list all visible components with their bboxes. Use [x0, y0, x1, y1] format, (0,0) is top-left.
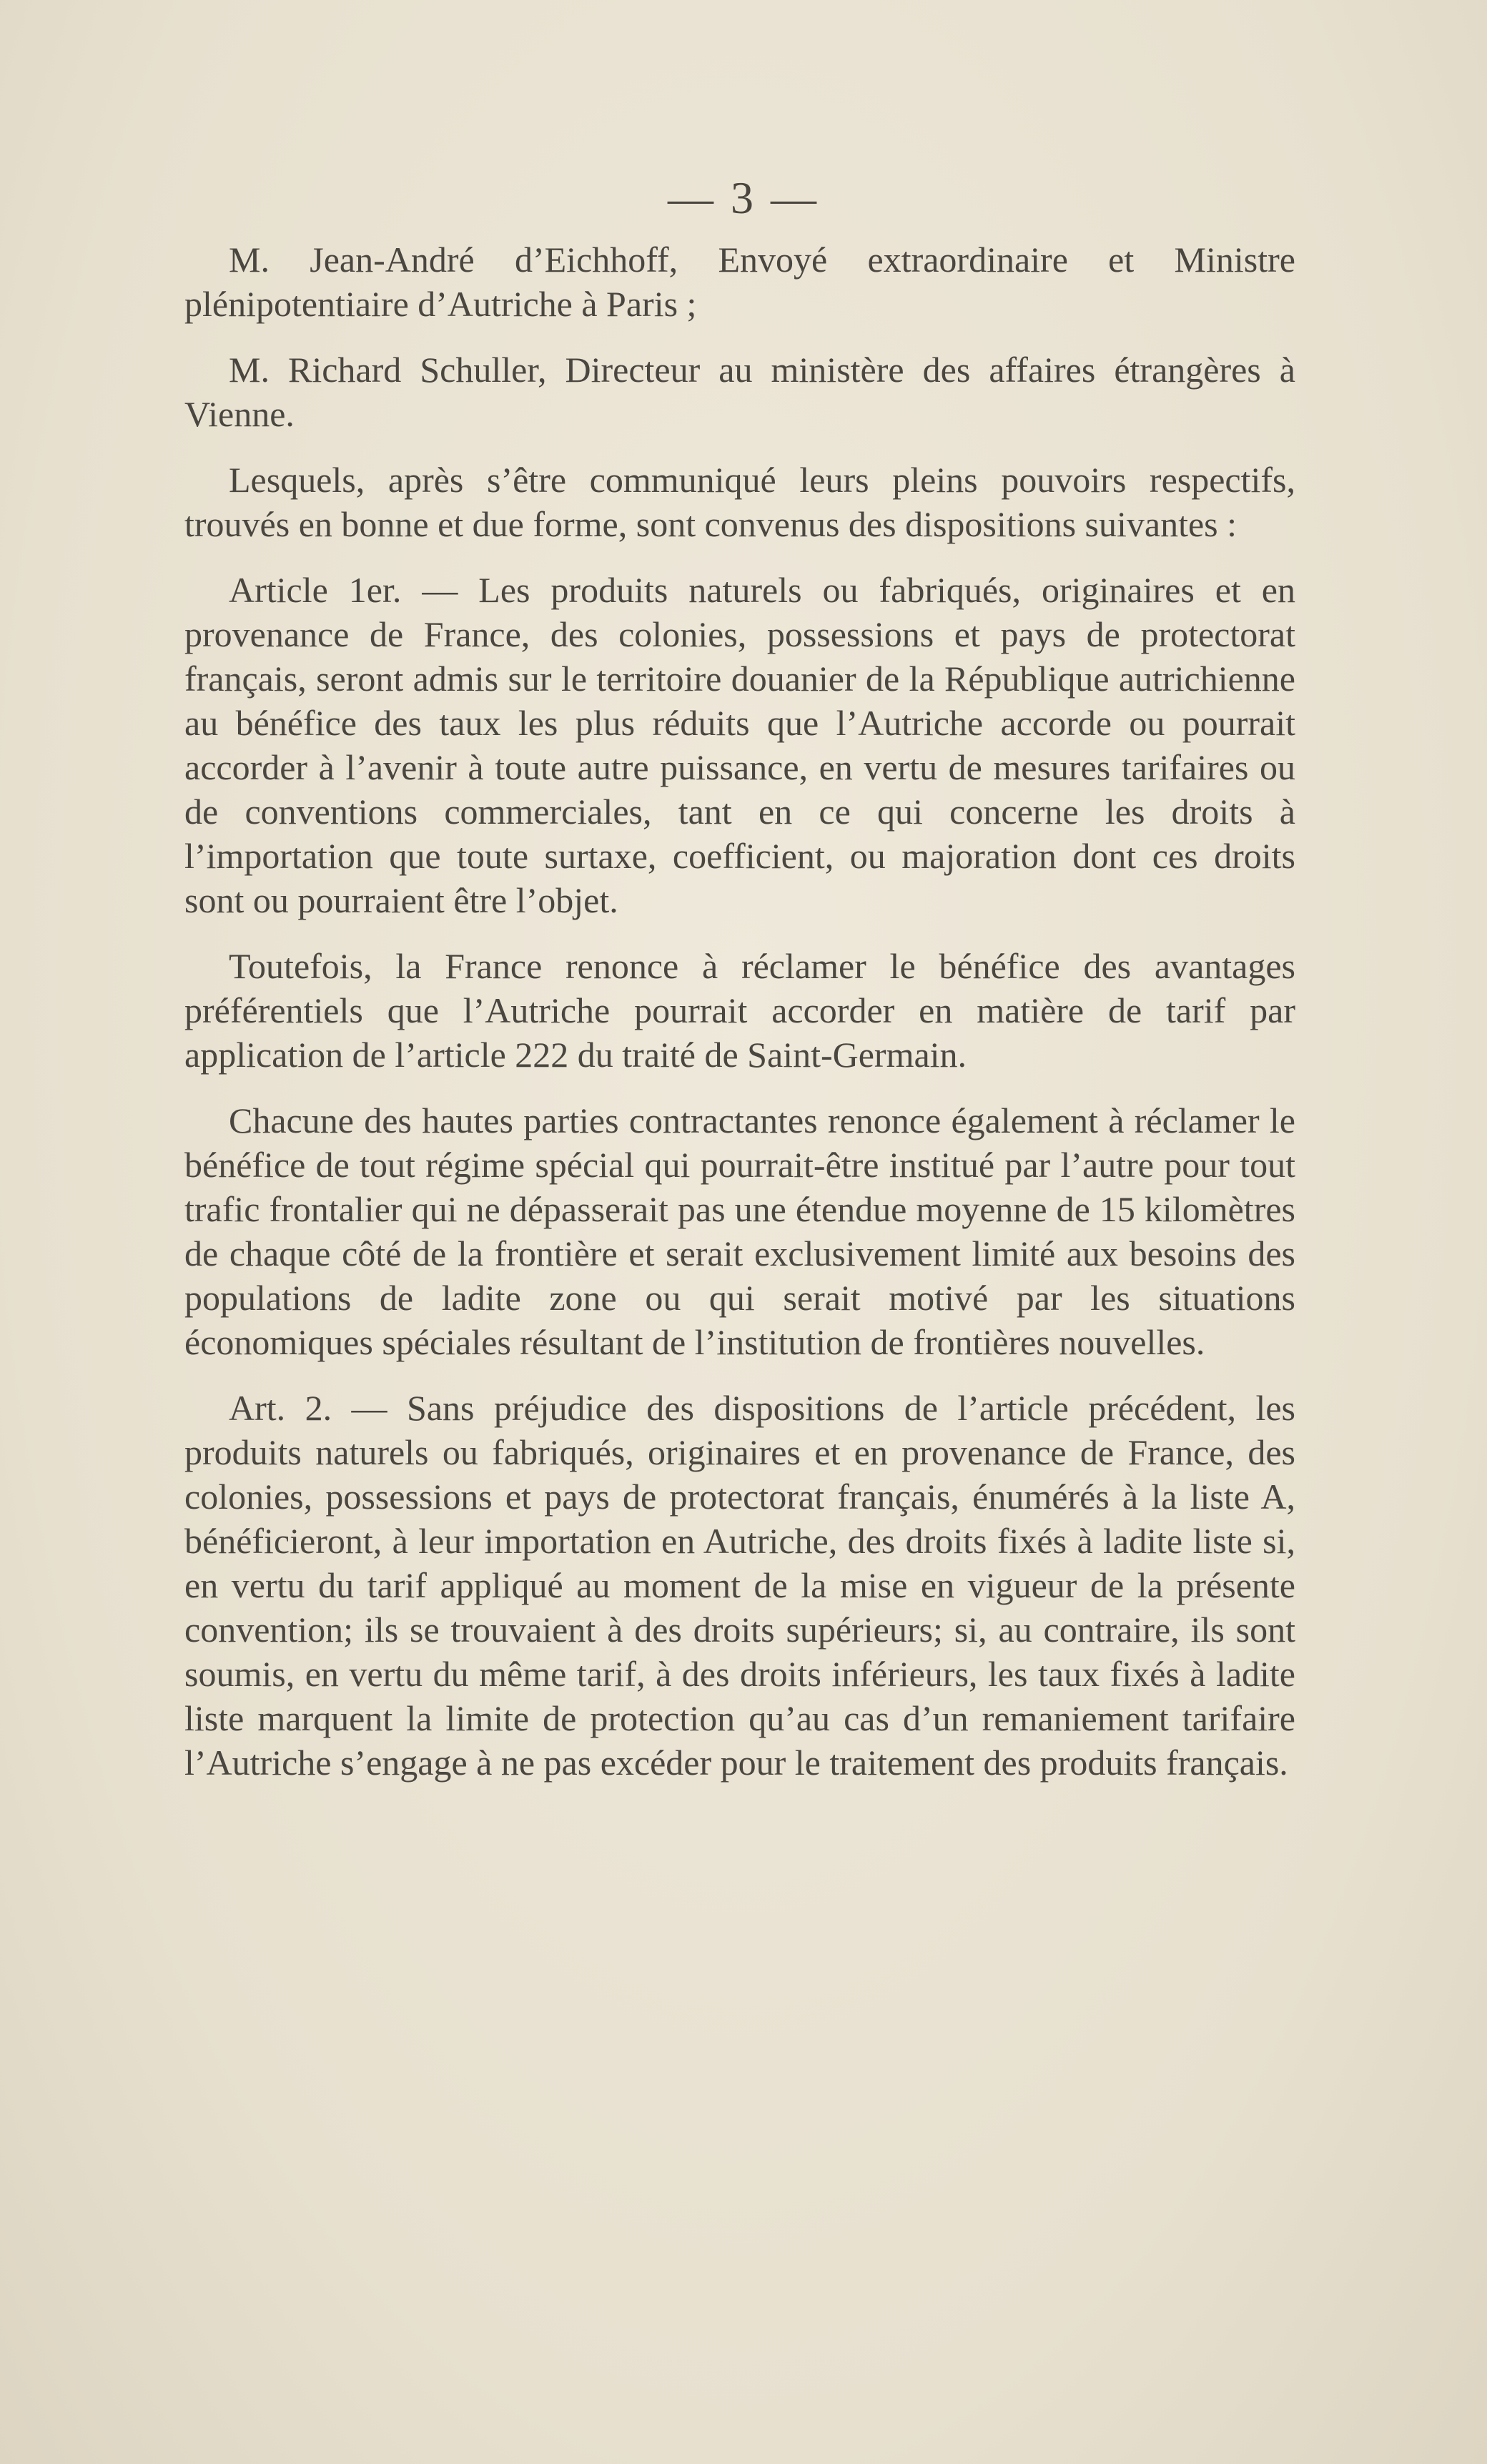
paragraph-article-1: Article 1er. — Les produits naturels ou fabriqués, originaires et en provenance de France, des colonies, possessions et pays de protectorat français, seront admis sur le territoire douanier de la République autrichienne au bénéfice des taux les plus réduits que l’Autriche accorde ou pourrait accorder à l’avenir à toute autre puissance, en vertu de mesures tarifaires ou de conventions commerciales, tant en ce qui concerne les droits à l’importation que toute surtaxe, coefficient, ou majoration dont ces droits sont ou pourraient être l’objet. [184, 570, 1295, 920]
paragraph-signatory-schuller: M. Richard Schuller, Directeur au ministère des affaires étrangères à Vienne. [184, 350, 1295, 434]
paragraph-article-2: Art. 2. — Sans préjudice des dispositions de l’article précédent, les produits naturels ou fabriqués, originaires et en provenance de France, des colonies, possessions et pays de protectorat français, énumérés à la liste A, bénéficieront, à leur importation en Autriche, des droits fixés à ladite liste si, en vertu du tarif appliqué au moment de la mise en vigueur de la présente convention; ils se trouvaient à des droits supérieurs; si, au contraire, ils sont soumis, en vertu du même tarif, à des droits inférieurs, les taux fixés à ladite liste marquent la limite de protection qu’au cas d’un remaniement tarifaire l’Autriche s’engage à ne pas excéder pour le traitement des produits français. [184, 1388, 1295, 1783]
body-text [184, 237, 1295, 1806]
paragraph-article-1-frontier: Chacune des hautes parties contractantes renonce également à réclamer le bénéfice de tout régime spécial qui pourrait-être institué par l’autre pour tout trafic frontalier qui ne dépasserait pas une étendue moyenne de 15 kilomètres de chaque côté de la frontière et serait exclusivement limité aux besoins des populations de ladite zone ou qui serait motivé par les situations économiques spéciales résultant de l’institution de frontières nouvelles. [184, 1100, 1295, 1362]
paragraph-preamble: Lesquels, après s’être communiqué leurs pleins pouvoirs respectifs, trouvés en bonne et due forme, sont convenus des dispositions suivantes : [184, 460, 1295, 544]
page-number: — 3 — [668, 172, 819, 223]
paragraph-article-1-exception: Toutefois, la France renonce à réclamer le bénéfice des avantages préférentiels que l’Autriche pourrait accorder en matière de tarif par application de l’article 222 du traité de Saint-Germain. [184, 946, 1295, 1075]
paragraph-signatory-eichhoff: M. Jean-André d’Eichhoff, Envoyé extraordinaire et Ministre plénipotentiaire d’Autriche à Paris ; [184, 240, 1295, 324]
